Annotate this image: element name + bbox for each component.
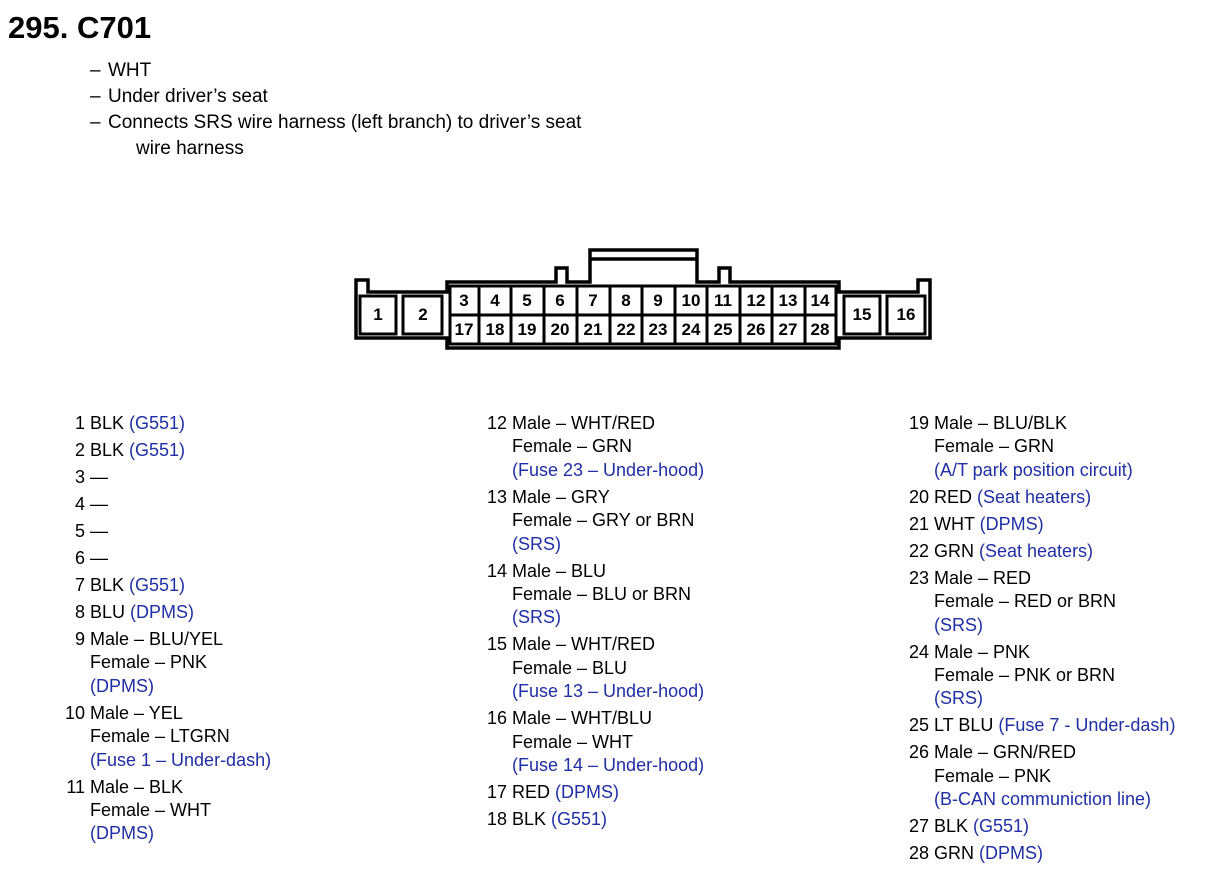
wire-info: BLK [512,809,552,830]
note-color: – WHT [90,60,152,81]
pin-description-line [512,412,704,435]
pin-label-11: 11 [714,291,732,310]
pin-entry [895,842,1175,865]
pin-list-column-1 [53,412,271,849]
pin-entry [895,567,1175,637]
pin-description-line [934,741,1151,764]
pin-description-line [512,486,694,509]
pin-label-25: 25 [713,320,733,339]
pin-label-9: 9 [653,291,663,310]
pin-description-line [90,547,108,570]
pin-description-line [934,590,1116,613]
pin-label-14: 14 [810,291,830,310]
pin-label-3: 3 [459,291,469,310]
pin-entry [473,486,704,556]
circuit-reference: (SRS) [512,607,561,628]
pin-entry [895,513,1175,536]
pin-entry [53,520,271,543]
pin-label-24: 24 [681,320,701,339]
pin-label-8: 8 [621,291,631,310]
circuit-reference: (G551) [129,575,186,595]
circuit-reference: (DPMS) [90,823,154,844]
circuit-reference: (Fuse 13 – Under-hood) [512,681,705,702]
pin-number: 12 [486,413,507,433]
circuit-reference: (DPMS) [555,782,620,803]
wire-info: Male – WHT/RED [512,413,656,433]
pin-description-line [934,687,1115,710]
pin-description-line [934,664,1115,687]
pin-label-19: 19 [517,320,537,339]
pin-description-line [512,680,704,703]
pin-description-line [934,815,1029,838]
circuit-reference: (DPMS) [90,675,154,696]
circuit-reference: (Fuse 14 – Under-hood) [512,755,705,776]
pin-entry [895,815,1175,838]
pin-description-line [512,606,691,629]
pin-label-6: 6 [555,291,565,310]
wire-info: Female – LTGRN [90,726,230,747]
wire-info: Female – PNK [934,765,1052,786]
circuit-reference: (SRS) [934,688,983,709]
wire-info: BLK [90,413,130,433]
pin-description-line [90,466,108,489]
pin-label-4: 4 [490,291,500,310]
connector-notes [90,58,606,162]
wire-info: Female – RED or BRN [934,591,1117,612]
wire-info: — [90,521,108,541]
wire-info: GRN [934,540,979,561]
pin-description-line [512,731,704,754]
pin-number: 26 [908,742,929,763]
circuit-reference: (G551) [129,440,186,460]
pin-description-line [512,707,704,730]
circuit-reference: (B-CAN communiction line) [934,789,1152,810]
pin-number: 19 [908,413,929,433]
pin-label-1: 1 [373,305,383,324]
pin-description-line [90,776,211,799]
pin-entry [473,808,704,831]
circuit-reference: (Fuse 23 – Under-hood) [512,459,705,480]
pin-entry [473,633,704,703]
pin-entry [53,439,271,462]
cavity-1 [360,296,396,334]
wire-info: Male – BLK [90,776,184,797]
pin-number: 4 [74,494,85,514]
pin-label-13: 13 [778,291,798,310]
wire-info: Female – BLU or BRN [512,584,692,605]
pin-label-28: 28 [810,320,830,339]
pin-description-line [90,574,185,597]
pin-entry [53,412,271,435]
pin-description-line [512,808,607,831]
wire-info: Female – PNK [90,652,208,673]
pin-description-line [934,513,1044,536]
circuit-reference: (DPMS) [979,843,1043,864]
wire-info: — [90,548,108,568]
wire-info: WHT [934,513,980,534]
pin-number: 16 [486,708,507,729]
pin-label-15: 15 [852,305,872,324]
pin-number: 15 [486,634,507,655]
wire-info: — [90,467,108,487]
pin-description-line [90,725,271,748]
wire-info: Female – GRY or BRN [512,510,695,531]
pin-label-17: 17 [454,320,474,339]
pin-number: 24 [908,641,929,662]
pin-description-line [90,412,185,435]
pin-description-line [90,493,108,516]
wire-info: LT BLU [934,715,999,736]
pin-entry [895,714,1175,737]
pin-entry [895,486,1175,509]
pin-number: 13 [486,486,507,507]
pin-description-line [90,799,211,822]
pin-label-23: 23 [648,320,668,339]
wire-info: Female – WHT [512,731,634,752]
pin-description-line [512,560,691,583]
pin-number: 14 [486,560,507,581]
pin-number: 1 [74,413,85,433]
pin-entry [895,540,1175,563]
pin-description-line [934,714,1175,737]
pin-description-line [90,651,223,674]
pin-description-line [934,412,1133,435]
pin-number: 7 [74,575,85,595]
pin-description-line [934,486,1091,509]
pin-description-line [512,657,704,680]
pin-label-10: 10 [681,291,701,310]
page-title: 295. C701 [8,10,152,45]
circuit-reference: (A/T park position circuit) [934,459,1133,480]
note-connects: – Connects SRS wire harness (left branch) to driver’s seat wire harness [90,112,582,159]
wire-info: Female – GRN [512,436,633,457]
pin-description-line [512,754,704,777]
pin-number: 5 [74,521,85,541]
pin-description-line [934,788,1151,811]
circuit-reference: (Fuse 7 - Under-dash) [998,715,1176,736]
circuit-reference: (Fuse 1 – Under-dash) [90,749,272,770]
pin-entry [53,466,271,489]
pin-description-line [512,435,704,458]
pin-label-16: 16 [896,305,916,324]
pin-entry [895,412,1175,482]
pin-number: 2 [74,440,85,460]
pin-label-12: 12 [746,291,766,310]
pin-description-line [90,520,108,543]
pin-entry [473,412,704,482]
pin-number: 3 [74,467,85,487]
pin-entry [53,702,271,772]
pin-label-5: 5 [522,291,532,310]
wire-info: GRN [934,843,979,864]
pin-number: 9 [74,629,85,649]
pin-description-line [512,459,704,482]
wire-info: Male – GRY [512,486,610,507]
circuit-reference: (G551) [973,816,1030,837]
cavity-16 [887,296,925,334]
wire-info: Male – YEL [90,702,183,723]
pin-number: 23 [908,567,929,588]
pin-entry [53,574,271,597]
pin-number: 11 [66,776,85,797]
pin-description-line [90,675,223,698]
pin-description-line [512,781,619,804]
pin-number: 21 [908,513,929,534]
circuit-reference: (SRS) [512,533,561,554]
wire-info: BLK [934,816,974,837]
pin-label-2: 2 [418,305,428,324]
pin-description-line [934,435,1133,458]
pin-description-line [934,614,1116,637]
pin-description-line [90,601,194,624]
note-location: – Under driver’s seat [90,86,268,107]
pin-entry [53,776,271,846]
pin-number: 20 [908,486,929,507]
pin-description-line [90,628,223,651]
pin-entry [473,707,704,777]
pin-number: 22 [908,540,929,561]
circuit-reference: (Seat heaters) [979,540,1094,561]
pin-description-line [934,459,1133,482]
cavity-grid [450,286,836,344]
pin-number: 8 [74,602,85,622]
wire-info: Male – PNK [934,641,1031,662]
pin-number: 18 [486,809,507,830]
pin-number: 6 [74,548,85,568]
wire-info: Male – BLU/BLK [934,413,1068,433]
circuit-reference: (Seat heaters) [977,486,1092,507]
wire-info: Male – WHT/BLU [512,708,653,729]
pin-label-18: 18 [485,320,505,339]
wire-info: — [90,494,108,514]
pin-list-column-2 [473,412,704,835]
pin-description-line [90,822,211,845]
wire-info: RED [934,486,978,507]
circuit-reference: (SRS) [934,614,983,635]
wire-info: Male – BLU [512,560,607,581]
pin-description-line [512,583,691,606]
pin-entry [53,493,271,516]
pin-description-line [934,765,1151,788]
wire-info: Female – BLU [512,657,628,678]
pin-entry [895,641,1175,711]
wire-info: RED [512,782,556,803]
pin-description-line [90,702,271,725]
wire-info: Male – RED [934,567,1032,588]
pin-description-line [90,749,271,772]
pin-label-27: 27 [778,320,798,339]
pin-label-22: 22 [616,320,636,339]
pin-entry [473,781,704,804]
wire-info: BLK [90,575,130,595]
pin-number: 17 [486,782,507,803]
pin-label-26: 26 [746,320,766,339]
pin-number: 10 [64,702,85,723]
pin-description-line [512,533,694,556]
pin-label-20: 20 [550,320,570,339]
pin-list-column-3 [895,412,1175,869]
connector-housing [356,250,930,348]
pin-label-21: 21 [583,320,603,339]
pin-description-line [512,633,704,656]
pin-description-line [934,567,1116,590]
wire-info: Male – GRN/RED [934,742,1077,763]
circuit-reference: (G551) [551,809,608,830]
pin-entry [895,741,1175,811]
wire-info: Male – BLU/YEL [90,629,224,649]
wire-info: Female – PNK or BRN [934,665,1116,686]
circuit-reference: (G551) [129,413,186,433]
pin-description-line [934,641,1115,664]
pin-description-line [934,842,1043,865]
pin-number: 27 [908,816,929,837]
wire-info: BLK [90,440,130,460]
pin-label-7: 7 [588,291,598,310]
pin-description-line [934,540,1093,563]
pin-number: 28 [908,843,929,864]
pin-number: 25 [908,715,929,736]
pin-description-line [90,439,185,462]
wire-info: Female – GRN [934,436,1055,457]
cavity-15 [844,296,880,334]
pin-entry [53,547,271,570]
wire-info: Male – WHT/RED [512,634,656,655]
pin-entry [473,560,704,630]
wire-info: Female – WHT [90,800,212,821]
cavity-2 [403,296,442,334]
circuit-reference: (DPMS) [130,602,195,622]
pin-entry [53,601,271,624]
wire-info: BLU [90,602,131,622]
circuit-reference: (DPMS) [979,513,1044,534]
pin-entry [53,628,271,698]
pin-description-line [512,509,694,532]
